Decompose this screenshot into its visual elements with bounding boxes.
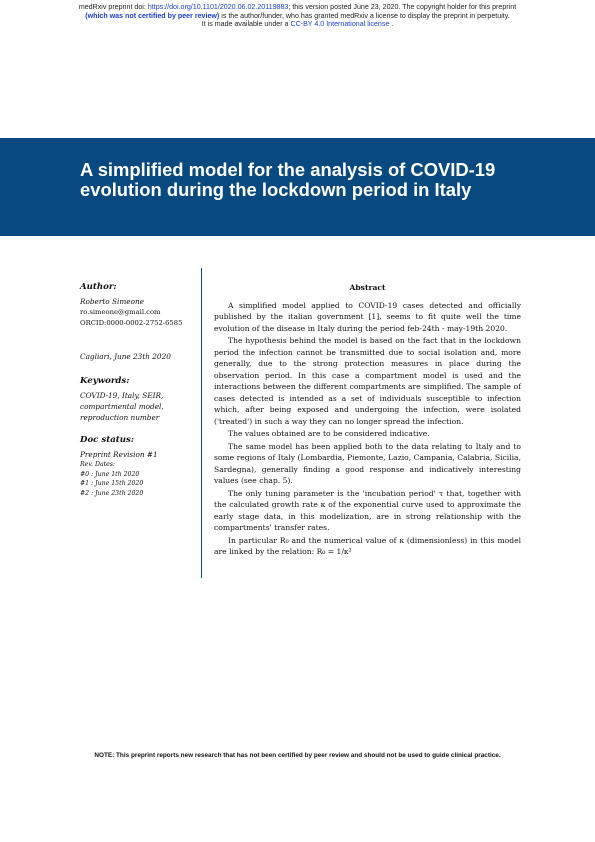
license-link[interactable]: CC-BY 4.0 International license [290, 20, 390, 29]
footer-note: NOTE: This preprint reports new research that has not been certified by peer review and should not be used to guide clinical practice. [94, 752, 501, 759]
title-banner [0, 138, 595, 236]
disclaimer-text: ; this version posted June 23, 2020. The copyright holder for this preprint [288, 3, 517, 11]
abstract-paragraph-4: The same model has been applied both to the data relating to Italy and to some regions of Italy (Lombardia, Piemonte, Lazio, Campania, Calabria, Sicilia, Sardegna), generally finding a good response and indicatively interesting values (see chap. 5). [214, 441, 521, 485]
abstract-paragraph-2: The hypothesis behind the model is based on the fact that in the lockdown period the infection cannot be transmitted due to social isolation and, more generally, due to the strong protection measures in place during the observation period. In this case a compartment model is used and the interactions between the different compartments are simplified. The sample of cases detected is intended as a set of individuals susceptible to infection which, after being exposed and undergoing the infection, were isolated ('treated') in such a way they can no longer spread the infection. [214, 336, 521, 426]
author-orcid: ORCID:0000-0002-2752-6585 [80, 319, 183, 327]
abstract-paragraph-1: A simplified model applied to COVID-19 cases detected and officially published by the italian government [1], seems to fit quite well the time evolution of the disease in Italy during the period feb-24th - may-19th 2020. [214, 300, 521, 333]
keywords-list: COVID-19, Italy, SEIR, compartmental model, reproduction number [80, 391, 164, 422]
peer-review-note: (which was not certified by peer review) [85, 11, 220, 20]
author-name: Roberto Simeone [80, 297, 144, 306]
abstract-paragraph-6: In particular R₀ and the numerical value of κ (dimensionless) in this model are linked by the relation: R₀ = 1/κ² [214, 535, 521, 556]
disclaimer-text: is the author/funder, who has granted medRxiv a license to display the preprint in perpetuity. [219, 11, 510, 20]
disclaimer-line-1 [20, 3, 575, 12]
doc-status-heading: Doc status: [80, 435, 135, 445]
rev-dates-label: Rev. Dates: [80, 461, 116, 468]
rev-date-1: #1 : June 15th 2020 [80, 480, 144, 487]
sidebar [80, 282, 198, 498]
rev-date-2: #2 : June 23th 2020 [80, 489, 144, 497]
paper-title: A simplified model for the analysis of COVID-19 evolution during the lockdown period in Italy [80, 159, 496, 200]
disclaimer-line-3 [20, 20, 575, 29]
disclaimer-text: medRxiv preprint doi: [78, 3, 148, 11]
disclaimer-text: . [389, 20, 394, 29]
disclaimer-line-2 [20, 12, 575, 21]
author-email[interactable]: ro.simeone@gmail.com [80, 308, 161, 316]
place-date: Cagliari, June 23th 2020 [80, 352, 171, 361]
abstract-paragraph-3: The values obtained are to be considered indicative. [228, 429, 430, 438]
abstract-section [214, 282, 521, 559]
rev-date-0: #0 : June 1th 2020 [80, 470, 140, 478]
keywords-heading: Keywords: [80, 376, 130, 386]
author-heading: Author: [80, 282, 117, 292]
abstract-title: Abstract [349, 283, 386, 292]
column-divider [201, 268, 202, 578]
doc-status-revision: Preprint Revision #1 [80, 450, 158, 459]
abstract-paragraph-5: The only tuning parameter is the 'incubation period' τ that, together with the calculated growth rate κ of the exponential curve used to approximate the early stage data, in this modelization, are in strong relationship with the compartments' transfer rates. [214, 488, 521, 532]
doi-link[interactable]: https://doi.org/10.1101/2020.06.02.20119883 [147, 3, 289, 11]
preprint-disclaimer [20, 3, 575, 29]
disclaimer-text: It is made available under a [201, 20, 291, 29]
